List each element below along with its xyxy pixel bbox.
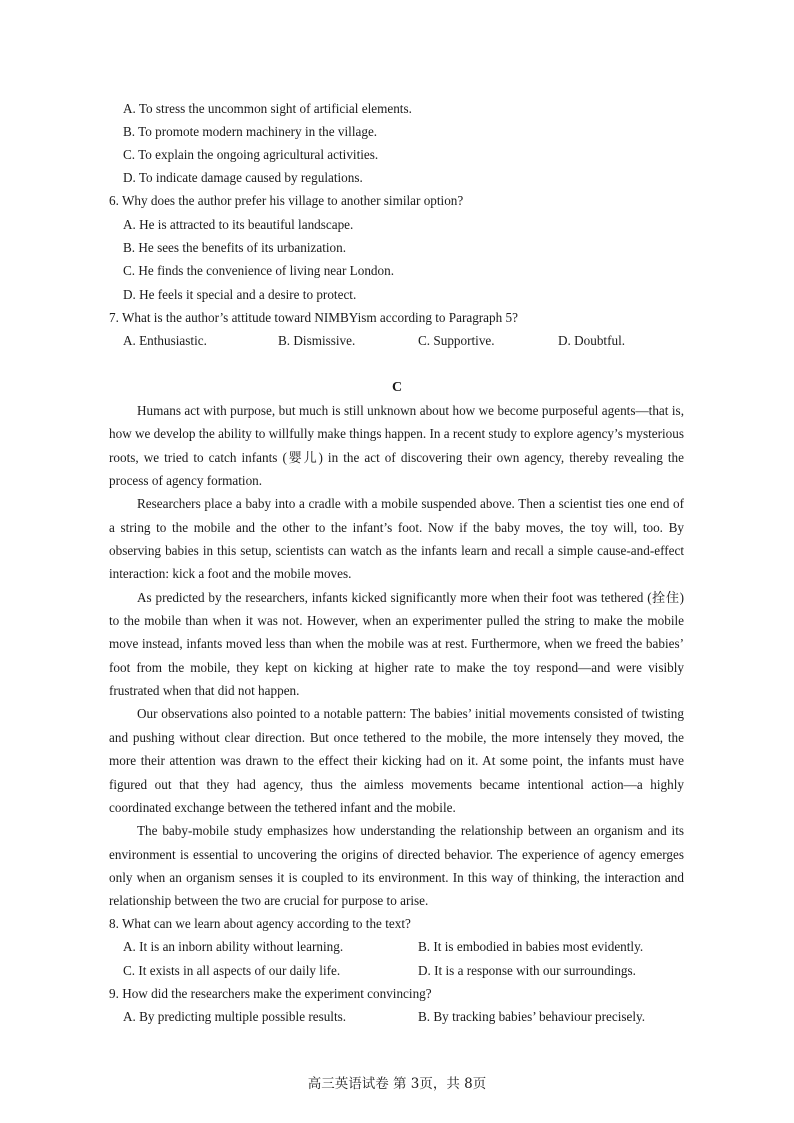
q8-option-c: C. It exists in all aspects of our daily life. bbox=[123, 963, 341, 978]
q7-option-d: D. Doubtful. bbox=[558, 333, 626, 348]
page-footer: 高三英语试卷 第 3页，共 8页 bbox=[307, 1076, 487, 1092]
passage-paragraph-2: Researchers place a baby into a cradle with a mobile suspended above. Then a scientist ties one end of a string to the mobile and the other to the infant’s foot. Now if the baby moves, the toy will, too. By observing babies in this setup, scientists can watch as the infants learn and recall a simple cause-and-effect interaction: kick a foot and the mobile moves. bbox=[109, 496, 684, 582]
q7-option-b: B. Dismissive. bbox=[278, 333, 356, 348]
passage-paragraph-4: Our observations also pointed to a notable pattern: The babies’ initial movements consisted of twisting and pushing without clear direction. But once tethered to the mobile, the more intensely they moved, the more their attention was drawn to the effect their kicking had on it. At some point, the infants must have figured out that they had agency, thus the aimless movements became intentional action—a highly coordinated exchange between the tethered infant and the mobile. bbox=[109, 706, 684, 815]
q7-option-c: C. Supportive. bbox=[418, 333, 495, 348]
q5-option-c: C. To explain the ongoing agricultural activities. bbox=[123, 147, 379, 162]
q8-option-d: D. It is a response with our surroundings. bbox=[418, 963, 636, 978]
q8-option-a: A. It is an inborn ability without learning. bbox=[123, 939, 344, 954]
q6-stem: 6. Why does the author prefer his village to another similar option? bbox=[109, 193, 464, 208]
q9-option-a: A. By predicting multiple possible results. bbox=[123, 1009, 347, 1024]
q5-option-d: D. To indicate damage caused by regulations. bbox=[123, 170, 363, 185]
q6-option-b: B. He sees the benefits of its urbanization. bbox=[123, 240, 347, 255]
q9-option-b: B. By tracking babies’ behaviour precisely. bbox=[418, 1009, 646, 1024]
q6-option-a: A. He is attracted to its beautiful landscape. bbox=[123, 217, 354, 232]
section-c-title: C bbox=[391, 380, 403, 395]
q7-option-a: A. Enthusiastic. bbox=[123, 333, 207, 348]
passage-paragraph-3: As predicted by the researchers, infants kicked significantly more when their foot was tethered (拴住) to the mobile than when it was not. However, when an experimenter pulled the string to make the mobile move instead, infants moved less than when the mobile was at rest. Furthermore, when we freed the babies’ foot from the mobile, they kept on kicking at higher rate to make the toy respond—and were visibly frustrated when that did not happen. bbox=[109, 589, 684, 699]
q6-option-c: C. He finds the convenience of living near London. bbox=[123, 263, 395, 278]
q9-stem: 9. How did the researchers make the experiment convincing? bbox=[109, 986, 432, 1001]
q7-stem: 7. What is the author’s attitude toward NIMBYism according to Paragraph 5? bbox=[109, 310, 518, 325]
passage-paragraph-1: Humans act with purpose, but much is still unknown about how we become purposeful agents—that is, how we develop the ability to willfully make things happen. In a recent study to explore agency’s mysterious roots, we tried to catch infants (婴儿) in the act of discovering their own agency, thereby revealing the process of agency formation. bbox=[109, 403, 684, 489]
q6-option-d: D. He feels it special and a desire to protect. bbox=[123, 287, 357, 302]
q8-option-b: B. It is embodied in babies most evidently. bbox=[418, 939, 644, 954]
q5-option-a: A. To stress the uncommon sight of artificial elements. bbox=[123, 101, 412, 116]
q5-option-b: B. To promote modern machinery in the village. bbox=[123, 124, 378, 139]
passage-paragraph-5: The baby-mobile study emphasizes how understanding the relationship between an organism and its environment is essential to uncovering the origins of directed behavior. The experience of agency emerges only when an organism senses it is coupled to its environment. In this way of thinking, the interaction and relationship between the two are crucial for purpose to arise. bbox=[109, 823, 684, 909]
q8-stem: 8. What can we learn about agency according to the text? bbox=[109, 916, 411, 931]
section-c-passage bbox=[109, 399, 684, 913]
